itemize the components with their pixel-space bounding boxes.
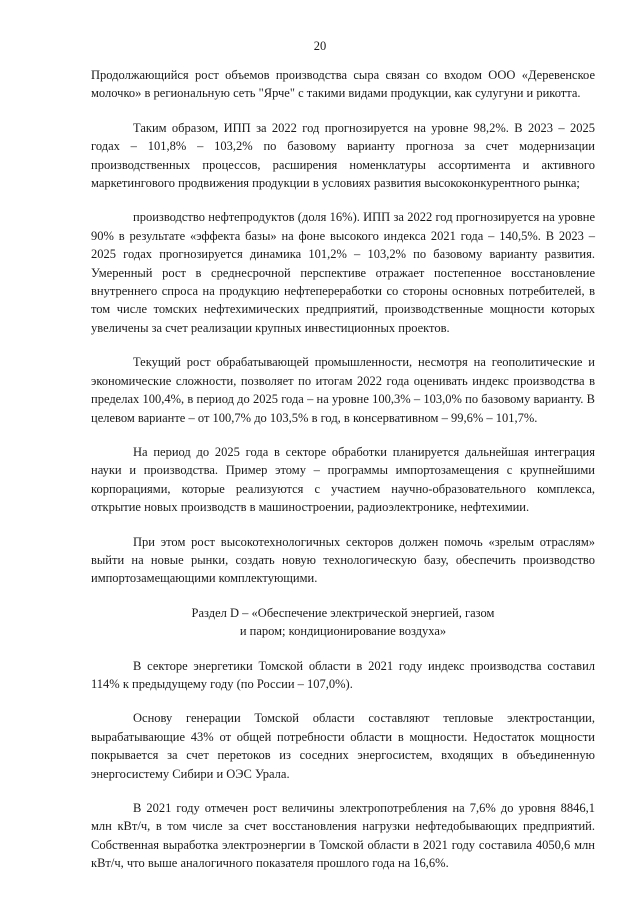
page-number: 20 (313, 39, 327, 53)
paragraph-cheese-production: Продолжающийся рост объемов производства сыра связан со входом ООО «Деревенское молочко» в региональную сеть "Ярче" с такими видами продукции, как сулугуни и рикотта. (91, 68, 595, 101)
paragraph-manufacturing-growth: Текущий рост обрабатывающей промышленности, несмотря на геополитические и экономические сложности, позволяет по итогам 2022 года оценивать индекс производства в пределах 100,4%, в период до 2025 года – на уровне 100,3% – 103,0% по базовому варианту. В целевом варианте – от 100,7% до 103,5% в год, в консервативном – 99,6% – 101,7%. (91, 355, 595, 425)
page-body (91, 66, 595, 873)
paragraph-generation-base: Основу генерации Томской области составляют тепловые электростанции, вырабатывающие 43% от общей потребности области в мощности. Недостаток мощности покрывается за счет перетоков из соседних энергосистем, входящих в объединенную энергосистему Сибири и ОЭС Урала. (91, 711, 595, 781)
section-heading-line-2: и паром; кондиционирование воздуха» (239, 624, 447, 639)
paragraph-high-tech-sectors: При этом рост высокотехнологичных секторов должен помочь «зрелым отраслям» выйти на новые рынки, создать новую технологическую базу, обеспечить производство импортозамещающими комплектующими. (91, 534, 595, 586)
paragraph-ipp-dairy-forecast: Таким образом, ИПП за 2022 год прогнозируется на уровне 98,2%. В 2023 – 2025 годах – 101,8% – 103,2% по базовому варианту прогноза за счет модернизации производственных процессов, расширения номенклатуры ассортимента и активного маркетингового продвижения продукции в условиях развития высококонкурентного рынка; (91, 120, 595, 191)
paragraph-energy-index: В секторе энергетики Томской области в 2021 году индекс производства составил 114% к предыдущему году (по России – 107,0%). (91, 658, 595, 691)
section-heading-line-1: Раздел D – «Обеспечение электрической энергией, газом (191, 605, 495, 620)
paragraph-science-integration: На период до 2025 года в секторе обработки планируется дальнейшая интеграция науки и производства. Пример этому – программы импортозамещения с крупнейшими корпорациями, которые реализуются с участием научно-образовательного комплекса, открытие новых производств в машиностроении, радиоэлектронике, нефтехимии. (91, 444, 595, 515)
paragraph-electricity-consumption: В 2021 году отмечен рост величины электропотребления на 7,6% до уровня 8846,1 млн кВт/ч, в том числе за счет восстановления нагрузки нефтедобывающих предприятий. Собственная выработка электроэнергии в Томской области в 2021 году составила 4050,6 млн кВт/ч, что выше аналогичного показателя прошлого года на 16,6%. (91, 801, 595, 871)
paragraph-oil-products: производство нефтепродуктов (доля 16%). ИПП за 2022 год прогнозируется на уровне 90% в результате «эффекта базы» на фоне высокого индекса 2021 года – 140,5%. В 2023 – 2025 годах прогнозируется динамика 101,2% – 103,2% по базовому варианту развития. Умеренный рост в среднесрочной перспективе отражает постепенное восстановление внутреннего спроса на продукцию нефтепереработки со стороны основных потребителей, в том числе томских нефтехимических предприятий, производственные мощности которых увеличены за счет реализации крупных инвестиционных проектов. (91, 210, 595, 335)
section-heading (91, 604, 595, 641)
